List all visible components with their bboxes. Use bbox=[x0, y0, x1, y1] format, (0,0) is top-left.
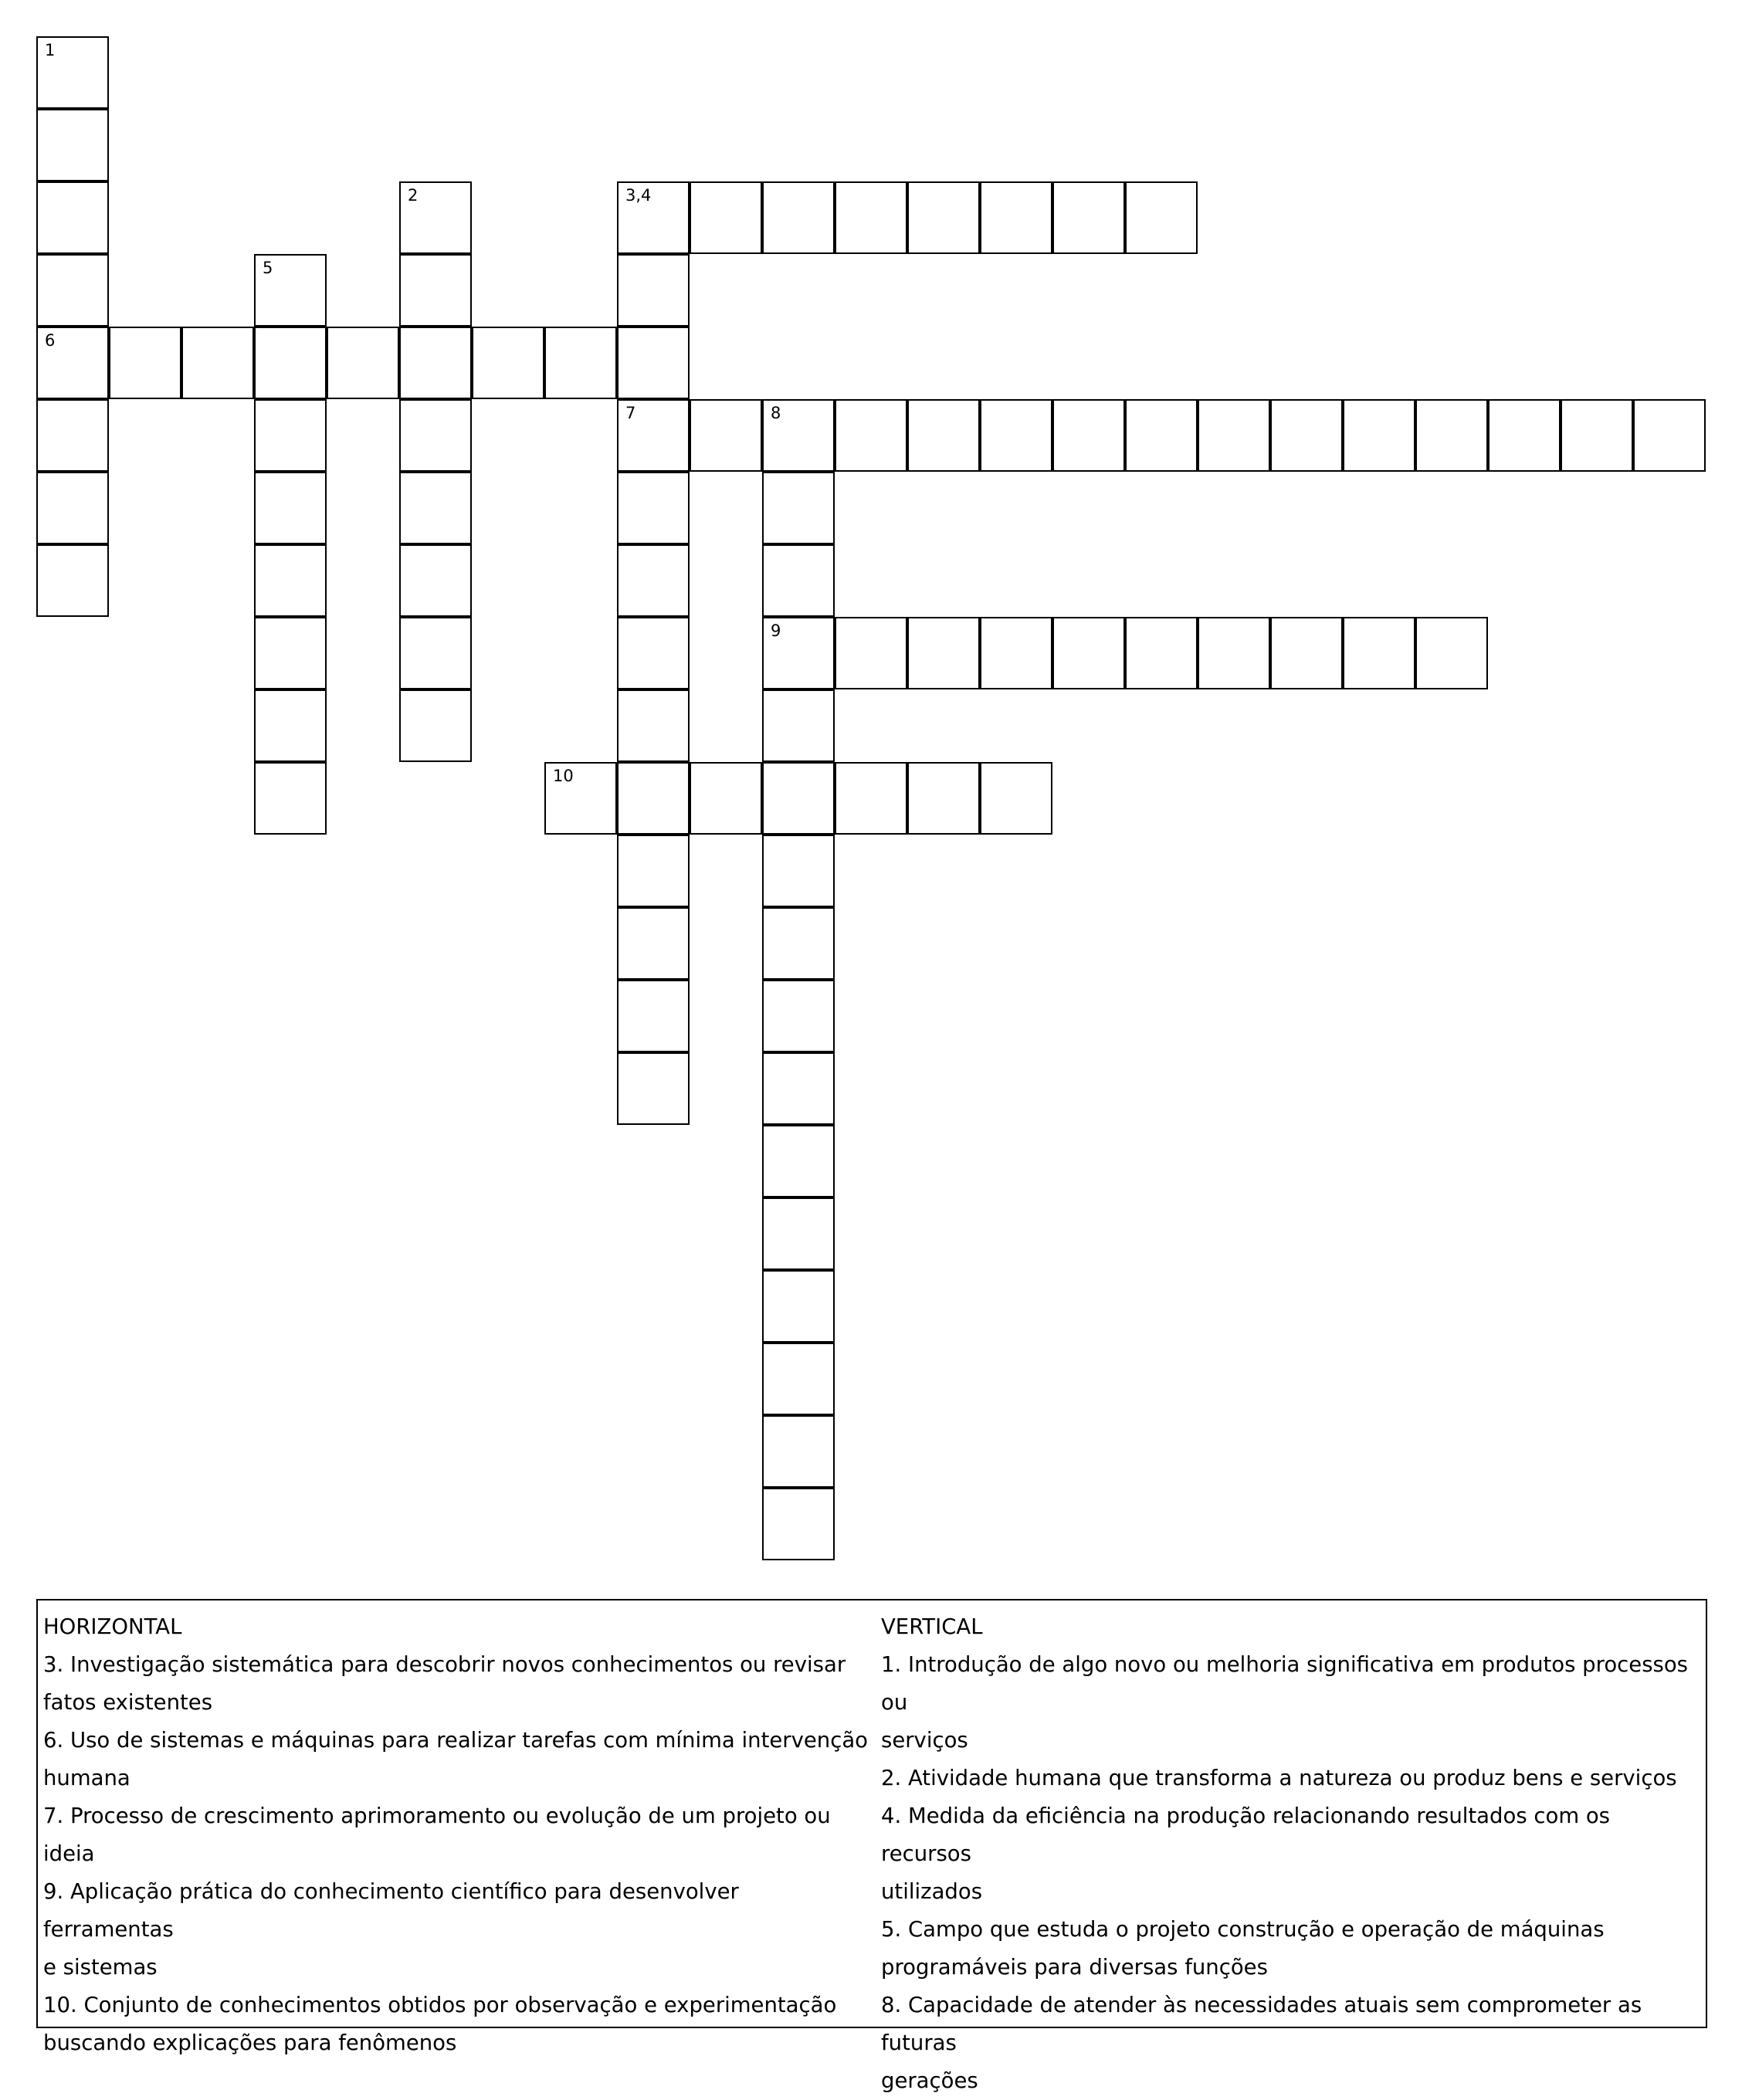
clue-line: e sistemas bbox=[43, 1955, 158, 1980]
crossword-cell[interactable] bbox=[399, 399, 472, 472]
crossword-cell[interactable] bbox=[1125, 617, 1198, 689]
crossword-cell[interactable] bbox=[690, 762, 762, 835]
crossword-cell[interactable] bbox=[907, 181, 980, 254]
crossword-cell[interactable] bbox=[617, 254, 690, 327]
crossword-cell[interactable] bbox=[1343, 399, 1415, 472]
crossword-cell[interactable] bbox=[254, 617, 327, 689]
crossword-cell[interactable] bbox=[544, 762, 617, 835]
crossword-cell[interactable] bbox=[835, 181, 907, 254]
clue-line: serviços bbox=[881, 1728, 968, 1753]
clue-number: 1 bbox=[45, 41, 56, 59]
crossword-cell[interactable] bbox=[254, 472, 327, 544]
crossword-cell[interactable] bbox=[617, 835, 690, 907]
crossword-cell[interactable] bbox=[1125, 181, 1198, 254]
crossword-cell[interactable] bbox=[762, 1270, 835, 1343]
crossword-cell[interactable] bbox=[762, 980, 835, 1052]
crossword-cell[interactable] bbox=[1561, 399, 1633, 472]
crossword-cell[interactable] bbox=[327, 327, 399, 399]
clue-line: 5. Campo que estuda o projeto construção e operação de máquinas bbox=[881, 1917, 1605, 1942]
crossword-cell[interactable] bbox=[399, 689, 472, 762]
crossword-cell[interactable] bbox=[1415, 617, 1488, 689]
clue-line: 9. Aplicação prática do conhecimento científico para desenvolver ferramentas bbox=[43, 1879, 739, 1942]
crossword-cell[interactable] bbox=[36, 36, 109, 109]
clue-line: 7. Processo de crescimento aprimoramento ou evolução de um projeto ou ideia bbox=[43, 1804, 831, 1866]
crossword-cell[interactable] bbox=[1415, 399, 1488, 472]
crossword-cell[interactable] bbox=[980, 399, 1052, 472]
crossword-cell[interactable] bbox=[617, 181, 690, 254]
clue-number: 10 bbox=[553, 767, 574, 785]
crossword-cell[interactable] bbox=[907, 399, 980, 472]
crossword-cell[interactable] bbox=[36, 544, 109, 617]
crossword-cell[interactable] bbox=[399, 472, 472, 544]
clue-number: 5 bbox=[263, 259, 273, 277]
crossword-cell[interactable] bbox=[1052, 181, 1125, 254]
horizontal-clues bbox=[43, 1608, 869, 2062]
crossword-cell[interactable] bbox=[36, 181, 109, 254]
crossword-cell[interactable] bbox=[907, 617, 980, 689]
clue-number: 9 bbox=[771, 622, 781, 640]
clue-line: 1. Introdução de algo novo ou melhoria significativa em produtos processos ou bbox=[881, 1652, 1689, 1715]
vertical-heading: VERTICAL bbox=[881, 1614, 983, 1639]
clue-line: utilizados bbox=[881, 1879, 983, 1904]
crossword-cell[interactable] bbox=[36, 399, 109, 472]
crossword-cell[interactable] bbox=[1052, 617, 1125, 689]
crossword-cell[interactable] bbox=[762, 544, 835, 617]
crossword-cell[interactable] bbox=[762, 472, 835, 544]
clue-line: humana bbox=[43, 1766, 130, 1790]
crossword-cell[interactable] bbox=[762, 181, 835, 254]
crossword-cell[interactable] bbox=[36, 327, 109, 399]
clue-number: 3,4 bbox=[625, 186, 652, 205]
crossword-cell[interactable] bbox=[980, 762, 1052, 835]
crossword-cell[interactable] bbox=[254, 762, 327, 835]
crossword-cell[interactable] bbox=[617, 327, 690, 399]
crossword-cell[interactable] bbox=[617, 1052, 690, 1125]
crossword-cell[interactable] bbox=[762, 835, 835, 907]
crossword-cell[interactable] bbox=[254, 399, 327, 472]
crossword-cell[interactable] bbox=[762, 1125, 835, 1197]
crossword-cell[interactable] bbox=[399, 181, 472, 254]
crossword-cell[interactable] bbox=[835, 399, 907, 472]
crossword-cell[interactable] bbox=[617, 617, 690, 689]
crossword-cell[interactable] bbox=[1198, 617, 1270, 689]
crossword-cell[interactable] bbox=[254, 254, 327, 327]
clue-line: 2. Atividade humana que transforma a natureza ou produz bens e serviços bbox=[881, 1766, 1677, 1790]
clue-number: 2 bbox=[408, 186, 419, 205]
crossword-cell[interactable] bbox=[181, 327, 254, 399]
crossword-cell[interactable] bbox=[472, 327, 544, 399]
crossword-cell[interactable] bbox=[1343, 617, 1415, 689]
crossword-cell[interactable] bbox=[36, 254, 109, 327]
crossword-cell[interactable] bbox=[835, 762, 907, 835]
crossword-cell[interactable] bbox=[617, 399, 690, 472]
crossword-cell[interactable] bbox=[1270, 399, 1343, 472]
clue-line: buscando explicações para fenômenos bbox=[43, 2031, 457, 2055]
crossword-cell[interactable] bbox=[835, 617, 907, 689]
crossword-cell[interactable] bbox=[399, 327, 472, 399]
crossword-cell[interactable] bbox=[1488, 399, 1561, 472]
crossword-cell[interactable] bbox=[690, 399, 762, 472]
clue-line: 10. Conjunto de conhecimentos obtidos por observação e experimentação bbox=[43, 1993, 837, 2017]
crossword-cell[interactable] bbox=[399, 544, 472, 617]
crossword-cell[interactable] bbox=[762, 762, 835, 835]
vertical-clues bbox=[881, 1608, 1700, 2100]
crossword-cell[interactable] bbox=[762, 907, 835, 980]
clue-number: 8 bbox=[771, 404, 781, 422]
crossword-cell[interactable] bbox=[254, 327, 327, 399]
crossword-cell[interactable] bbox=[254, 544, 327, 617]
crossword-cell[interactable] bbox=[254, 689, 327, 762]
clue-line: 8. Capacidade de atender às necessidades atuais sem comprometer as futuras bbox=[881, 1993, 1642, 2055]
horizontal-heading: HORIZONTAL bbox=[43, 1614, 182, 1639]
crossword-cell[interactable] bbox=[617, 689, 690, 762]
crossword-cell[interactable] bbox=[762, 1343, 835, 1415]
crossword-cell[interactable] bbox=[762, 617, 835, 689]
crossword-cell[interactable] bbox=[617, 907, 690, 980]
crossword-cell[interactable] bbox=[1633, 399, 1706, 472]
crossword-cell[interactable] bbox=[399, 254, 472, 327]
crossword-cell[interactable] bbox=[762, 399, 835, 472]
crossword-cell[interactable] bbox=[980, 181, 1052, 254]
crossword-cell[interactable] bbox=[36, 109, 109, 181]
crossword-cell[interactable] bbox=[1198, 399, 1270, 472]
crossword-cell[interactable] bbox=[544, 327, 617, 399]
crossword-cell[interactable] bbox=[762, 1052, 835, 1125]
crossword-cell[interactable] bbox=[1052, 399, 1125, 472]
clue-line: 3. Investigação sistemática para descobrir novos conhecimentos ou revisar bbox=[43, 1652, 846, 1677]
clue-line: 6. Uso de sistemas e máquinas para realizar tarefas com mínima intervenção bbox=[43, 1728, 869, 1753]
crossword-cell[interactable] bbox=[617, 980, 690, 1052]
crossword-cell[interactable] bbox=[617, 472, 690, 544]
clue-line: programáveis para diversas funções bbox=[881, 1955, 1268, 1980]
clue-number: 6 bbox=[45, 331, 56, 350]
clue-number: 7 bbox=[625, 404, 636, 422]
clues-box bbox=[36, 1599, 1707, 2093]
crossword-cell[interactable] bbox=[762, 1197, 835, 1270]
crossword-cell[interactable] bbox=[907, 762, 980, 835]
crossword-cell[interactable] bbox=[109, 327, 181, 399]
crossword-cell[interactable] bbox=[617, 544, 690, 617]
clue-line: 4. Medida da eficiência na produção relacionando resultados com os recursos bbox=[881, 1804, 1611, 1866]
crossword-cell[interactable] bbox=[617, 762, 690, 835]
crossword-cell[interactable] bbox=[399, 617, 472, 689]
crossword-cell[interactable] bbox=[762, 1488, 835, 1560]
clue-line: fatos existentes bbox=[43, 1690, 213, 1715]
crossword-cell[interactable] bbox=[1270, 617, 1343, 689]
crossword-cell[interactable] bbox=[762, 689, 835, 762]
clue-line: gerações bbox=[881, 2068, 978, 2093]
crossword-cell[interactable] bbox=[36, 472, 109, 544]
crossword-cell[interactable] bbox=[1125, 399, 1198, 472]
crossword-cell[interactable] bbox=[980, 617, 1052, 689]
crossword-cell[interactable] bbox=[762, 1415, 835, 1488]
crossword-cell[interactable] bbox=[690, 181, 762, 254]
